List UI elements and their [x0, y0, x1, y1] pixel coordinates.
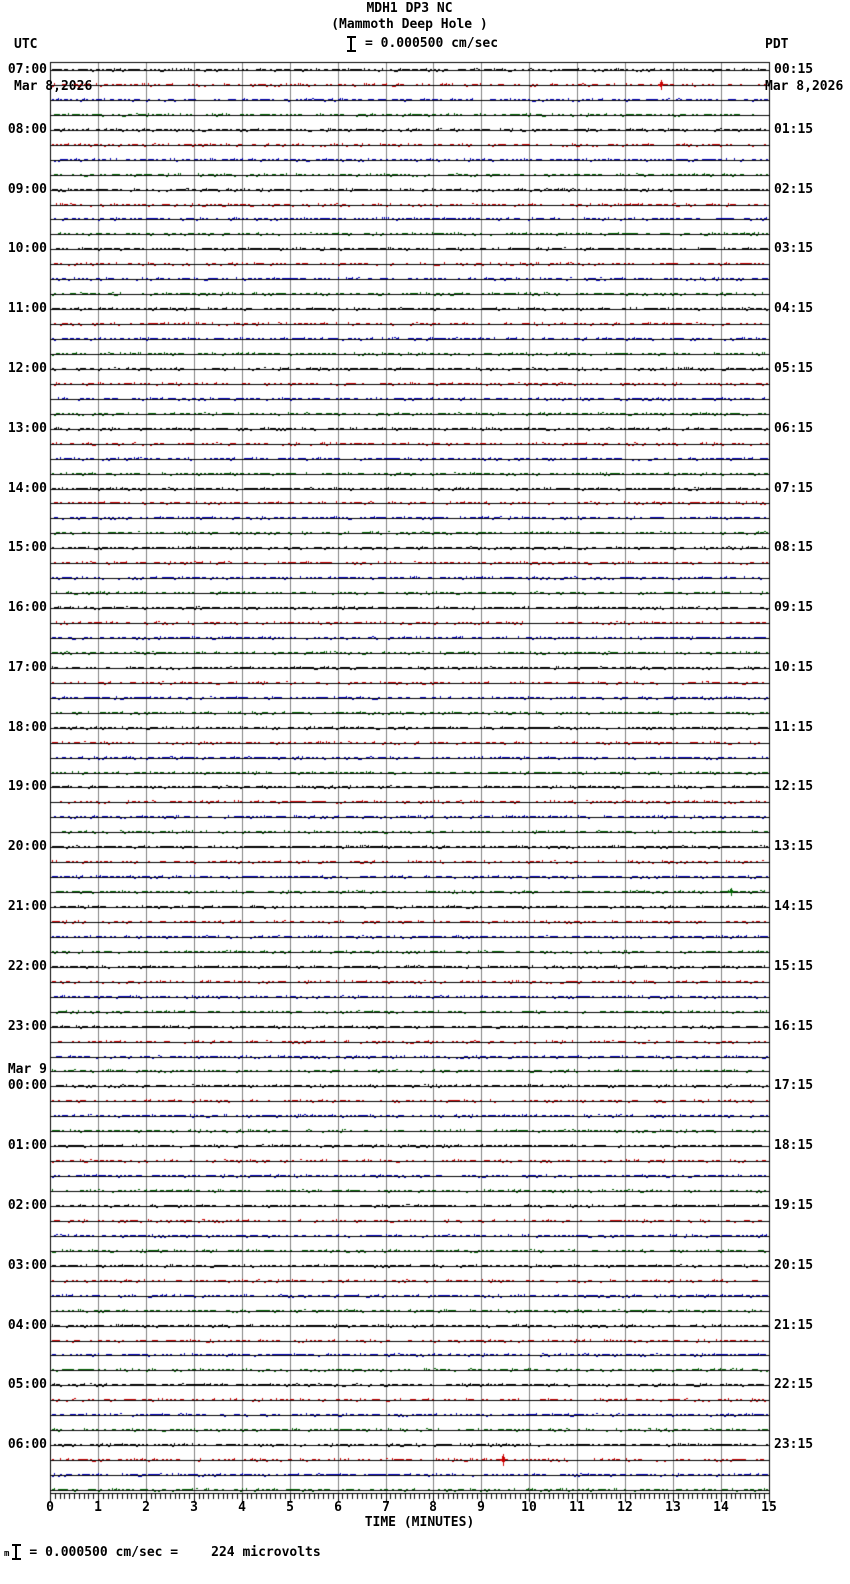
- hour-label-pdt: 20:15: [774, 1258, 814, 1273]
- hour-label-pdt: 04:15: [774, 301, 814, 316]
- hour-label-pdt: 11:15: [774, 720, 814, 735]
- hour-label-pdt: 06:15: [774, 421, 814, 436]
- hour-label-pdt: 17:15: [774, 1078, 814, 1093]
- hour-label-utc: 22:00: [7, 959, 47, 974]
- x-tick-label: 3: [190, 1500, 198, 1515]
- hour-label-utc: 04:00: [7, 1318, 47, 1333]
- x-tick-label: 14: [713, 1500, 729, 1515]
- x-tick-label: 12: [617, 1500, 633, 1515]
- hour-label-utc: 18:00: [7, 720, 47, 735]
- x-tick-label: 10: [521, 1500, 537, 1515]
- hour-label-utc: 13:00: [7, 421, 47, 436]
- hour-label-pdt: 22:15: [774, 1377, 814, 1392]
- x-tick-label: 2: [142, 1500, 150, 1515]
- footer-scale-value: 224 microvolts: [211, 1545, 321, 1560]
- hour-label-utc: 08:00: [7, 122, 47, 137]
- hour-label-pdt: 16:15: [774, 1019, 814, 1034]
- hour-label-pdt: 05:15: [774, 361, 814, 376]
- hour-label-pdt: 01:15: [774, 122, 814, 137]
- hour-label-utc: 03:00: [7, 1258, 47, 1273]
- hour-label-utc: 17:00: [7, 660, 47, 675]
- hour-label-pdt: 14:15: [774, 899, 814, 914]
- hour-label-utc: 09:00: [7, 182, 47, 197]
- hour-label-pdt: 09:15: [774, 600, 814, 615]
- hour-label-pdt: 08:15: [774, 540, 814, 555]
- x-tick-label: 9: [477, 1500, 485, 1515]
- hour-label-pdt: 18:15: [774, 1138, 814, 1153]
- hour-label-pdt: 07:15: [774, 481, 814, 496]
- hour-label-pdt: 03:15: [774, 241, 814, 256]
- hour-label-utc: 00:00: [7, 1078, 47, 1093]
- x-tick-label: 8: [429, 1500, 437, 1515]
- hour-label-pdt: 21:15: [774, 1318, 814, 1333]
- hour-label-utc: 20:00: [7, 839, 47, 854]
- hour-label-pdt: 10:15: [774, 660, 814, 675]
- x-tick-label: 0: [46, 1500, 54, 1515]
- x-axis-title: TIME (MINUTES): [364, 1515, 475, 1530]
- footer-scale-text: = 0.000500 cm/sec =: [29, 1545, 179, 1560]
- hour-label-utc: 05:00: [7, 1377, 47, 1392]
- hour-label-utc: 23:00: [7, 1019, 47, 1034]
- hour-label-utc: 14:00: [7, 481, 47, 496]
- x-tick-label: 13: [665, 1500, 681, 1515]
- hour-label-utc: 01:00: [7, 1138, 47, 1153]
- x-tick-label: 6: [334, 1500, 342, 1515]
- footer-scale-legend: [4, 1544, 321, 1560]
- hour-label-pdt: 15:15: [774, 959, 814, 974]
- hour-label-utc: 06:00: [7, 1437, 47, 1452]
- x-tick-label: 7: [382, 1500, 390, 1515]
- hour-label-utc: 10:00: [7, 241, 47, 256]
- x-tick-label: 5: [286, 1500, 294, 1515]
- hour-label-utc: 11:00: [7, 301, 47, 316]
- hour-label-pdt: 23:15: [774, 1437, 814, 1452]
- hour-label-utc: 21:00: [7, 899, 47, 914]
- hour-label-utc: 16:00: [7, 600, 47, 615]
- hour-label-pdt: 19:15: [774, 1198, 814, 1213]
- hour-label-utc: 07:00: [7, 62, 47, 77]
- scale-bar-icon: [12, 1544, 21, 1560]
- hour-label-pdt: 12:15: [774, 779, 814, 794]
- x-tick-label: 11: [569, 1500, 585, 1515]
- hour-label-utc: 19:00: [7, 779, 47, 794]
- x-tick-label: 1: [94, 1500, 102, 1515]
- hour-label-utc: 02:00: [7, 1198, 47, 1213]
- footer-marker: m: [4, 1549, 10, 1559]
- hour-label-pdt: 02:15: [774, 182, 814, 197]
- hour-label-utc: 15:00: [7, 540, 47, 555]
- hour-label-pdt: 00:15: [774, 62, 814, 77]
- date-break-label: Mar 9: [7, 1062, 47, 1077]
- hour-label-utc: 12:00: [7, 361, 47, 376]
- x-tick-label: 15: [761, 1500, 777, 1515]
- hour-label-pdt: 13:15: [774, 839, 814, 854]
- x-tick-label: 4: [238, 1500, 246, 1515]
